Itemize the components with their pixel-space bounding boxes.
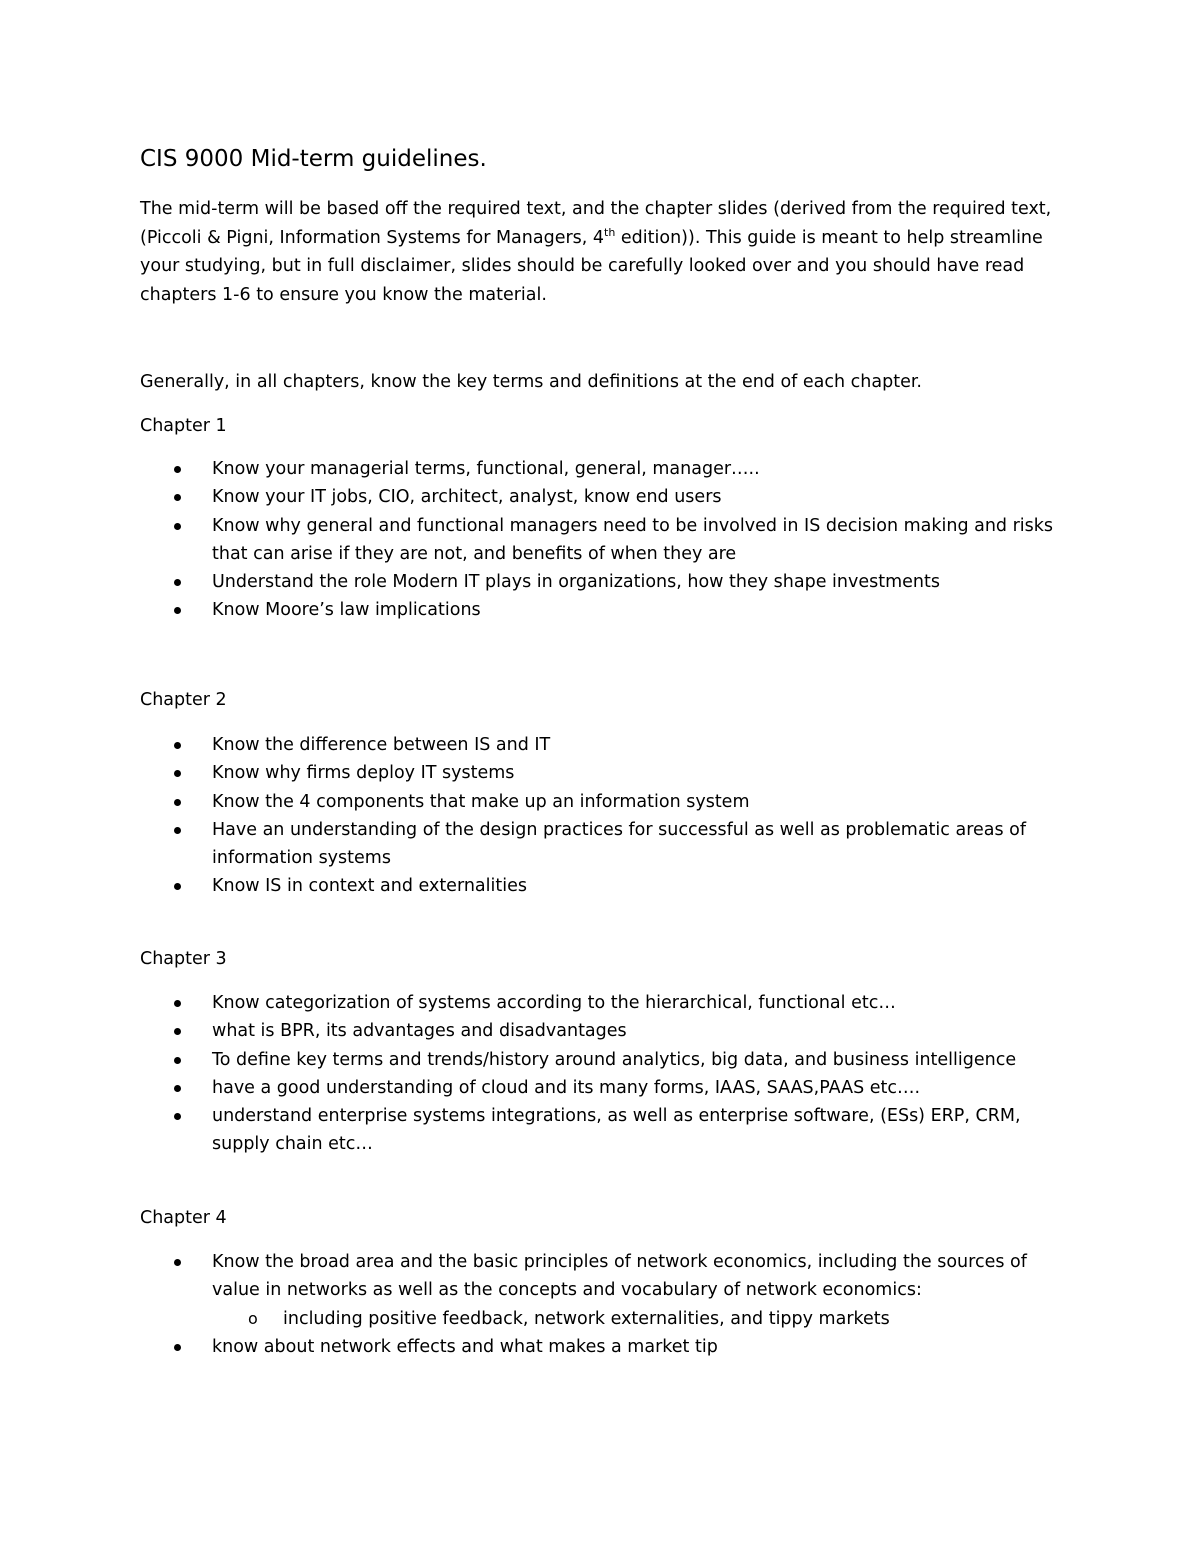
bullet-icon: [174, 1057, 181, 1064]
list-item: To define key terms and trends/history around analytics, big data, and business intelligence: [140, 1046, 1040, 1074]
list-item: Know Moore’s law implications: [140, 596, 1040, 624]
list-item: Understand the role Modern IT plays in organizations, how they shape investments: [140, 568, 1040, 596]
document-title: CIS 9000 Mid-term guidelines.: [140, 146, 487, 172]
bullet-icon: [174, 1344, 181, 1351]
bullet-icon: [174, 607, 181, 614]
list-item: Know categorization of systems according to the hierarchical, functional etc…: [140, 989, 1040, 1017]
bullet-icon: [174, 1000, 181, 1007]
list-item: Know your IT jobs, CIO, architect, analyst, know end users: [140, 483, 1040, 511]
chapter-2-list: [140, 731, 1040, 901]
bullet-icon: [174, 523, 181, 530]
list-item: Have an understanding of the design practices for successful as well as problematic areas of information systems: [140, 816, 1040, 873]
bullet-icon: [174, 1113, 181, 1120]
sub-list-item: o including positive feedback, network externalities, and tippy markets: [140, 1305, 1040, 1333]
intro-line: The mid-term will be based off the required text, and the chapter slides (derived from the required text,: [140, 199, 1052, 219]
bullet-icon: [174, 827, 181, 834]
list-item: Know why firms deploy IT systems: [140, 759, 1040, 787]
hollow-bullet-icon: o: [248, 1308, 258, 1328]
bullet-icon: [174, 799, 181, 806]
intro-line: chapters 1-6 to ensure you know the material.: [140, 284, 547, 305]
list-item: have a good understanding of cloud and its many forms, IAAS, SAAS,PAAS etc….: [140, 1074, 1040, 1102]
list-item: Know the 4 components that make up an information system: [140, 788, 1040, 816]
chapter-3-list: [140, 989, 1040, 1159]
chapter-1-list: [140, 455, 1054, 625]
superscript: th: [604, 225, 616, 239]
bullet-icon: [174, 579, 181, 586]
bullet-icon: [174, 1028, 181, 1035]
chapter-heading: Chapter 4: [140, 1208, 227, 1228]
bullet-icon: [174, 770, 181, 777]
list-item: understand enterprise systems integrations, as well as enterprise software, (ESs) ERP, CRM, supply chain etc…: [140, 1102, 1040, 1159]
list-item: Know IS in context and externalities: [140, 872, 1040, 900]
list-item: Know why general and functional managers need to be involved in IS decision making and risks that can arise if they are not, and benefits of when they are: [140, 512, 1040, 569]
list-item: Know the broad area and the basic principles of network economics, including the sources of value in networks as well as the concepts and vocabulary of network economics:: [140, 1248, 1040, 1305]
intro-line: your studying, but in full disclaimer, slides should be carefully looked over and you should have read: [140, 256, 1025, 277]
general-note: Generally, in all chapters, know the key terms and definitions at the end of each chapter.: [140, 372, 922, 392]
list-item: Know the difference between IS and IT: [140, 731, 1040, 759]
bullet-icon: [174, 1085, 181, 1092]
list-item: Know your managerial terms, functional, general, manager…..: [140, 455, 1040, 483]
bullet-icon: [174, 1259, 181, 1266]
bullet-icon: [174, 466, 181, 473]
chapter-heading: Chapter 2: [140, 690, 227, 710]
intro-line: (Piccoli & Pigni, Information Systems for Managers, 4th edition)). This guide is meant to help streamline: [140, 225, 1043, 248]
list-item: what is BPR, its advantages and disadvantages: [140, 1017, 1040, 1045]
bullet-icon: [174, 883, 181, 890]
intro-paragraph: [140, 195, 1070, 309]
bullet-icon: [174, 742, 181, 749]
chapter-heading: Chapter 1: [140, 416, 227, 436]
chapter-heading: Chapter 3: [140, 949, 227, 969]
list-item: know about network effects and what makes a market tip: [140, 1333, 1040, 1361]
chapter-4-list: [140, 1248, 1040, 1361]
bullet-icon: [174, 494, 181, 501]
